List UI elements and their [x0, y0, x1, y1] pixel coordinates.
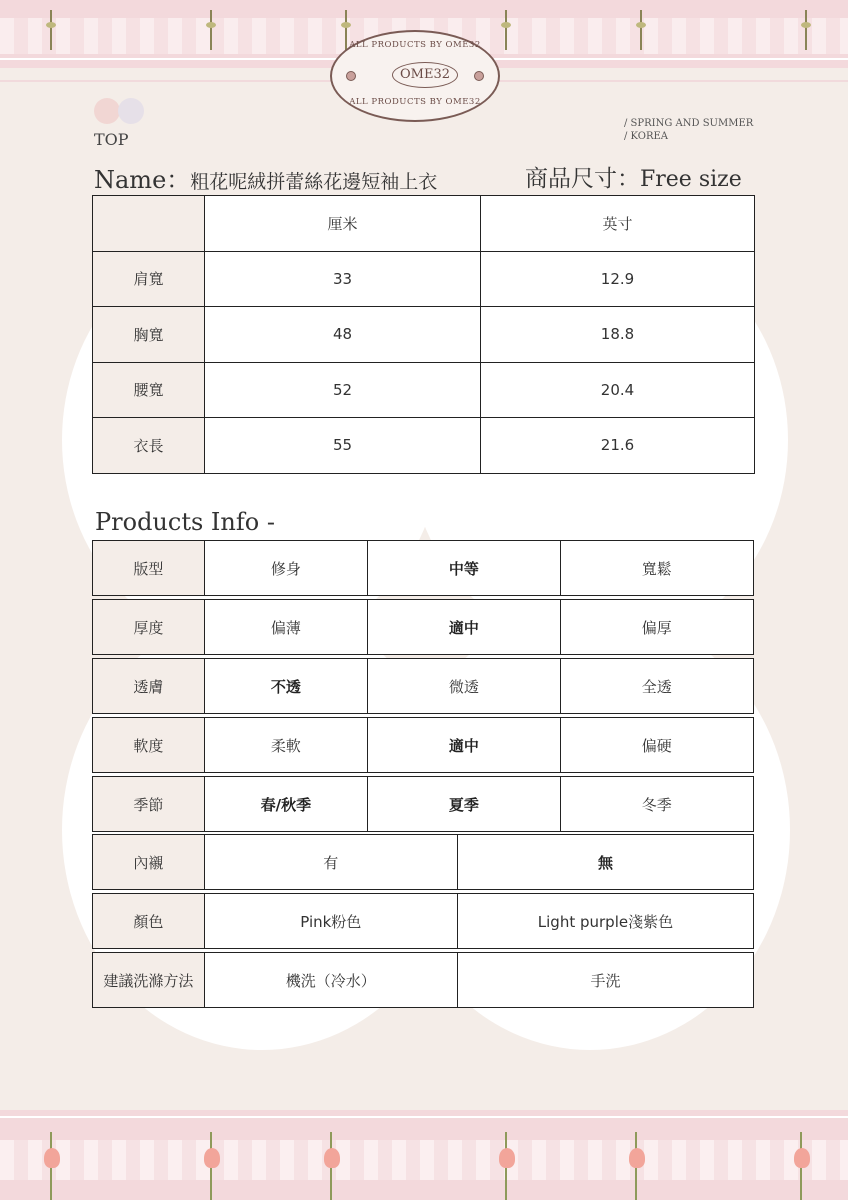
size-table — [92, 195, 755, 474]
flower-icon — [346, 71, 356, 81]
inch-value: 12.9 — [481, 251, 755, 307]
info-option: 機洗（冷水） — [204, 953, 457, 1007]
info-row — [92, 952, 754, 1008]
name-value: 粗花呢絨拼蕾絲花邊短袖上衣 — [190, 171, 438, 193]
info-option: 修身 — [204, 541, 368, 595]
info-option: 春/秋季 — [204, 777, 368, 831]
info-option: 寬鬆 — [560, 541, 753, 595]
info-row-label: 透膚 — [93, 659, 204, 713]
row-label: 腰寬 — [93, 362, 205, 418]
badge-arc-top: ALL PRODUCTS BY OME32 — [349, 40, 481, 50]
info-option: 偏薄 — [204, 600, 368, 654]
info-option: 冬季 — [560, 777, 753, 831]
info-option: 偏硬 — [560, 718, 753, 772]
size-value: Free size — [640, 167, 742, 192]
flower-icon — [474, 71, 484, 81]
tulip-icon — [629, 1148, 645, 1168]
row-label: 胸寬 — [93, 307, 205, 363]
table-header-cell — [93, 196, 205, 252]
product-name — [94, 160, 437, 195]
color-dot-pink — [94, 98, 120, 124]
info-row-label: 內襯 — [93, 835, 204, 889]
info-option: Light purple淺紫色 — [457, 894, 753, 948]
tulip-icon — [44, 1148, 60, 1168]
season-line-1: / SPRING AND SUMMER — [624, 118, 754, 129]
tulip-icon — [499, 1148, 515, 1168]
inch-value: 18.8 — [481, 307, 755, 363]
sprig-icon — [805, 10, 807, 50]
info-option: 有 — [204, 835, 457, 889]
products-info-title: Products Info - — [95, 508, 275, 536]
size-label: 商品尺寸： — [525, 166, 640, 192]
cm-value: 52 — [205, 362, 481, 418]
cm-value: 33 — [205, 251, 481, 307]
table-header-cell: 英寸 — [481, 196, 755, 252]
info-option: 全透 — [560, 659, 753, 713]
category-label: TOP — [94, 130, 129, 149]
info-option: 無 — [457, 835, 753, 889]
info-option: 適中 — [367, 718, 559, 772]
info-row — [92, 834, 754, 890]
table-row — [93, 362, 755, 418]
band-divider — [0, 1116, 848, 1118]
info-row — [92, 599, 754, 655]
sprig-icon — [210, 10, 212, 50]
inch-value: 20.4 — [481, 362, 755, 418]
color-dot-lavender — [118, 98, 144, 124]
info-option: Pink粉色 — [204, 894, 457, 948]
cm-value: 55 — [205, 418, 481, 474]
info-row — [92, 893, 754, 949]
name-label: Name： — [94, 166, 191, 194]
info-row-label: 顏色 — [93, 894, 204, 948]
info-row — [92, 776, 754, 832]
row-label: 衣長 — [93, 418, 205, 474]
info-option: 中等 — [367, 541, 559, 595]
tulip-icon — [204, 1148, 220, 1168]
info-option: 適中 — [367, 600, 559, 654]
info-row-label: 軟度 — [93, 718, 204, 772]
info-row-label: 版型 — [93, 541, 204, 595]
info-option: 偏厚 — [560, 600, 753, 654]
info-row-label: 厚度 — [93, 600, 204, 654]
badge-arc-bottom: ALL PRODUCTS BY OME32 — [349, 97, 481, 107]
inch-value: 21.6 — [481, 418, 755, 474]
info-option: 手洗 — [457, 953, 753, 1007]
badge-logo: OME32 — [392, 62, 458, 88]
info-row-label: 季節 — [93, 777, 204, 831]
bottom-lace-band — [0, 1110, 848, 1200]
info-option: 夏季 — [367, 777, 559, 831]
info-row — [92, 658, 754, 714]
info-row — [92, 540, 754, 596]
table-header-row — [93, 196, 755, 252]
table-header-cell: 厘米 — [205, 196, 481, 252]
info-option: 微透 — [367, 659, 559, 713]
sprig-icon — [50, 10, 52, 50]
table-row — [93, 251, 755, 307]
tulip-icon — [794, 1148, 810, 1168]
sprig-icon — [505, 10, 507, 50]
info-option: 柔軟 — [204, 718, 368, 772]
table-row — [93, 418, 755, 474]
tulip-icon — [324, 1148, 340, 1168]
lace-pattern — [0, 1140, 848, 1180]
row-label: 肩寬 — [93, 251, 205, 307]
season-line-2: / KOREA — [624, 131, 668, 142]
info-row — [92, 717, 754, 773]
info-option: 不透 — [204, 659, 368, 713]
sprig-icon — [640, 10, 642, 50]
cm-value: 48 — [205, 307, 481, 363]
product-size — [525, 160, 742, 193]
info-row-label: 建議洗滌方法 — [93, 953, 204, 1007]
table-row — [93, 307, 755, 363]
